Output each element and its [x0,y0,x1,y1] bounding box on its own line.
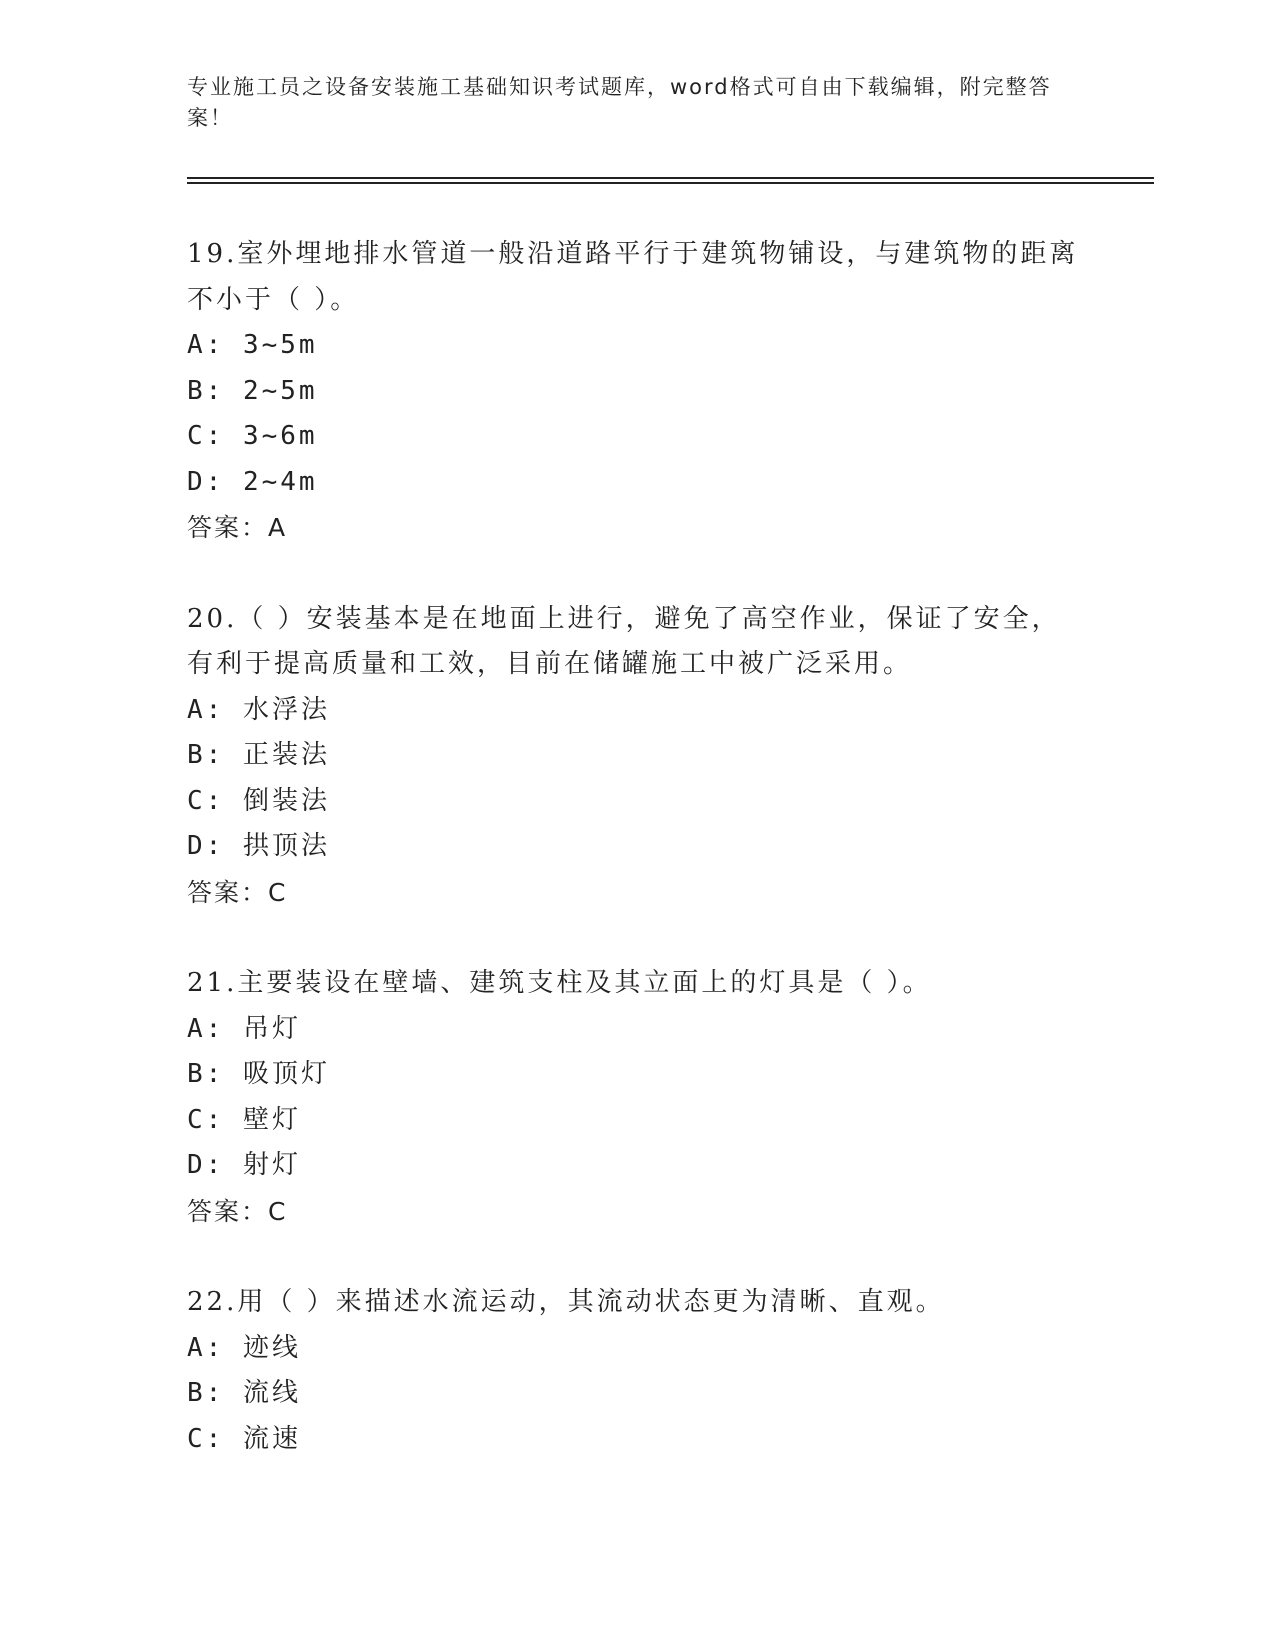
option-b: B: 正装法 [187,740,330,770]
option-c: C: 流速 [187,1423,301,1454]
option-d: D: 2~4m [187,466,318,497]
header-divider-top [187,177,1154,179]
option-b: B: 流线 [187,1378,301,1408]
question-22 [187,1280,1087,1462]
option-d: D: 射灯 [187,1150,301,1180]
option-d: D: 拱顶法 [187,831,330,861]
option-a: A: 3~5m [187,330,318,360]
option-b: B: 吸顶灯 [187,1059,330,1089]
question-20 [187,597,1087,916]
document-header: 专业施工员之设备安装施工基础知识考试题库，word格式可自由下载编辑，附完整答案！ [187,75,1052,130]
question-stem: 20.（ ）安装基本是在地面上进行，避免了高空作业，保证了安全，有利于提高质量和工效，目前在储罐施工中被广泛采用。 [187,603,1061,679]
question-list [187,232,1087,1508]
option-a: A: 迹线 [187,1332,301,1363]
question-21 [187,961,1087,1234]
answer-line: 答案：C [187,1196,288,1226]
option-c: C: 壁灯 [187,1104,301,1135]
question-stem: 21.主要装设在壁墙、建筑支柱及其立面上的灯具是（ ）。 [187,968,932,998]
option-c: C: 3~6m [187,421,318,451]
option-b: B: 2~5m [187,375,318,406]
question-stem: 19.室外埋地排水管道一般沿道路平行于建筑物铺设，与建筑物的距离不小于（ ）。 [187,239,1079,315]
option-a: A: 水浮法 [187,694,330,725]
question-stem: 22.用（ ）来描述水流运动，其流动状态更为清晰、直观。 [187,1287,945,1317]
question-19 [187,232,1087,551]
option-c: C: 倒装法 [187,785,330,816]
answer-line: 答案：A [187,513,288,542]
option-a: A: 吊灯 [187,1013,301,1044]
answer-line: 答案：C [187,877,288,907]
header-divider-bottom [187,182,1154,184]
